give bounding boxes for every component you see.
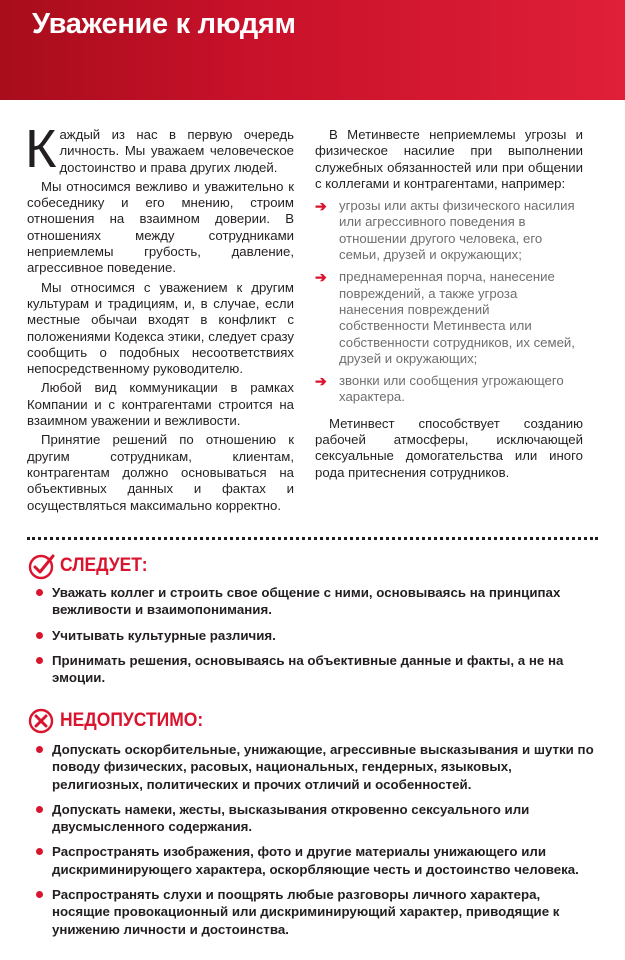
left-column (25, 119, 294, 514)
dotted-divider (27, 537, 598, 540)
bullet-dot (36, 746, 43, 753)
threat-list (315, 198, 583, 406)
page-title: Уважение к людям (32, 8, 296, 40)
arrow-right-icon: ➔ (315, 198, 327, 215)
rule-text: Принимать решения, основываясь на объективные данные и факты, а не на эмоции. (52, 652, 564, 686)
conclusion-paragraph: Метинвест способствует созданию рабочей атмосферы, исключающей сексуальные домогательства или иного рода притеснения сотрудников. (315, 415, 583, 480)
forbidden-item (36, 801, 596, 836)
right-column (315, 127, 583, 481)
rule-text: Учитывать культурные различия. (52, 627, 276, 643)
should-item (36, 627, 596, 644)
threat-text: преднамеренная порча, нанесение повреждений, а также угроза нанесения повреждений собственности Метинвеста или собственности сотрудников, их семей, друзей и окружающих; (339, 269, 575, 366)
should-list (36, 584, 596, 694)
should-heading (28, 552, 155, 580)
paragraph-text: аждый из нас в первую очередь личность. Мы уважаем человеческое достоинство и права других людей. (59, 127, 294, 175)
rule-text: Распространять изображения, фото и другие материалы унижающего или дискриминирующего характера, оскорбляющие честь и достоинство человека. (52, 844, 579, 877)
rule-text: Уважать коллег и строить свое общение с ними, основываясь на принципах вежливости и взаимопонимания. (52, 585, 561, 618)
threat-item (315, 373, 583, 406)
rule-text: Распространять слухи и поощрять любые разговоры личного характера, носящие провокационный или дискриминирующий характер, приводящие к унижению личности и достоинства. (52, 887, 560, 937)
arrow-right-icon: ➔ (315, 269, 327, 286)
paragraph (25, 119, 294, 179)
should-label: СЛЕДУЕТ: (60, 555, 148, 576)
bullet-dot (36, 632, 43, 639)
arrow-right-icon: ➔ (315, 373, 327, 390)
should-item (36, 584, 596, 619)
forbidden-label: НЕДОПУСТИМО: (60, 710, 204, 731)
bullet-dot (36, 657, 43, 664)
bullet-dot (36, 891, 43, 898)
paragraph: Мы относимся с уважением к другим культурам и традициям, и, в случае, если местные обычаи входят в конфликт с положениями Кодекса этики, следует сразу сообщить о подобных несоответствиях непосредственному руководителю. (27, 279, 294, 377)
forbidden-list (36, 741, 596, 946)
intro-paragraph: В Метинвесте неприемлемы угрозы и физическое насилие при выполнении служебных обязанностей или при общении с коллегами и контрагентами, например: (315, 127, 583, 191)
threat-item (315, 198, 583, 263)
threat-text: звонки или сообщения угрожающего характера. (339, 373, 564, 405)
bullet-dot (36, 589, 43, 596)
forbidden-item (36, 843, 596, 878)
forbidden-item (36, 886, 596, 938)
paragraph: Мы относимся вежливо и уважительно к собеседнику и его мнению, строим отношения на взаимном доверии. В отношениях между сотрудниками неприемлемы грубость, давление, агрессивное поведение. (27, 178, 294, 276)
paragraph: Любой вид коммуникации в рамках Компании и с контрагентами строится на взаимном уважении и вежливости. (27, 380, 294, 429)
forbidden-heading (28, 707, 216, 735)
check-circle-icon (28, 552, 56, 580)
forbidden-item (36, 741, 596, 793)
should-item (36, 652, 596, 687)
rule-text: Допускать оскорбительные, унижающие, агрессивные высказывания и шутки по поводу физических, расовых, национальных, гендерных, языковых, религиозных, политических и прочих отличий и особенностей. (52, 742, 594, 792)
rule-text: Допускать намеки, жесты, высказывания откровенно сексуального или двусмысленного содержания. (52, 801, 530, 835)
paragraph: Принятие решений по отношению к другим сотрудникам, клиентам, контрагентам должно основываться на объективных данных и фактах и осуществляться максимально корректно. (27, 432, 294, 513)
threat-item (315, 269, 583, 367)
cross-circle-icon (28, 707, 56, 735)
header-banner (0, 0, 625, 100)
bullet-dot (36, 848, 43, 855)
drop-cap: К (25, 119, 57, 179)
threat-text: угрозы или акты физического насилия или агрессивного поведения в отношении другого человека, его семьи, друзей и окружающих; (339, 198, 575, 263)
bullet-dot (36, 806, 43, 813)
